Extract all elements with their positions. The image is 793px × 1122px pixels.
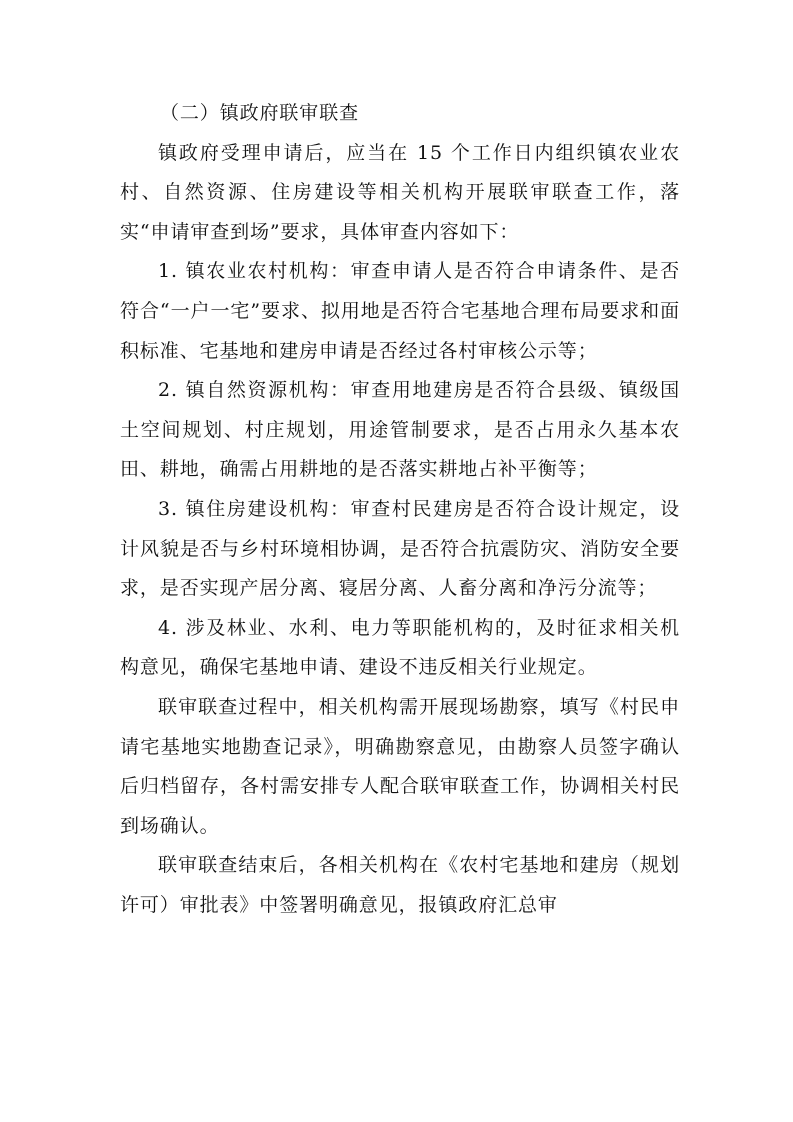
intro-paragraph: 镇政府受理申请后，应当在 15 个工作日内组织镇农业农村、自然资源、住房建设等相关机构开展联审联查工作，落实“申请审查到场”要求，具体审查内容如下： xyxy=(120,141,680,243)
section-heading: （二）镇政府联审联查 xyxy=(160,102,360,124)
review-item-housing: 3. 镇住房建设机构：审查村民建房是否符合设计规定，设计风貌是否与乡村环境相协调，是否符合抗震防灾、消防安全要求，是否实现产居分离、寝居分离、人畜分离和净污分流等； xyxy=(120,497,680,600)
review-item-natural-resources: 2. 镇自然资源机构：审查用地建房是否符合县级、镇级国土空间规划、村庄规划，用途管制要求，是否占用永久基本农田、耕地，确需占用耕地的是否落实耕地占补平衡等； xyxy=(120,379,680,481)
conclusion-paragraph: 联审联查结束后，各相关机构在《农村宅基地和建房（规划许可）审批表》中签署明确意见，报镇政府汇总审 xyxy=(120,854,680,916)
site-survey-paragraph: 联审联查过程中，相关机构需开展现场勘察，填写《村民申请宅基地实地勘查记录》，明确勘察意见，由勘察人员签字确认后归档留存，各村需安排专人配合联审联查工作，协调相关村民到场确认。 xyxy=(120,695,680,837)
document-body xyxy=(120,94,680,925)
review-item-agriculture: 1. 镇农业农村机构：审查申请人是否符合申请条件、是否符合“一户一宅”要求、拟用地是否符合宅基地合理布局要求和面积标准、宅基地和建房申请是否经过各村审核公示等； xyxy=(120,260,680,362)
review-item-other-agencies: 4. 涉及林业、水利、电力等职能机构的，及时征求相关机构意见，确保宅基地申请、建设不违反相关行业规定。 xyxy=(120,616,680,679)
